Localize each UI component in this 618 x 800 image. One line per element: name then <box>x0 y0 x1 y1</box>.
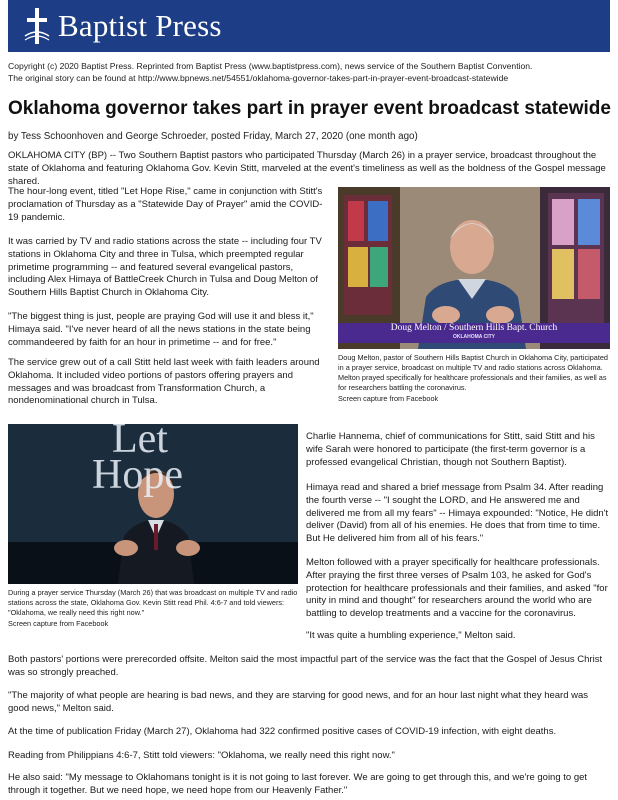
photo-credit: Screen capture from Facebook <box>338 394 439 403</box>
paragraph: At the time of publication Friday (March 27), Oklahoma had 322 confirmed positive cases of COVID-19 infection, with eight deaths. <box>8 726 557 737</box>
paragraph: Both pastors' portions were prerecorded offsite. Melton said the most impactful part of the service was the fact that the Gospel of Jesus Christ was so strongly preached. <box>8 654 603 678</box>
article-headline: Oklahoma governor takes part in prayer event broadcast statewide <box>8 98 611 119</box>
backdrop-text-let: Let <box>112 424 168 462</box>
paragraph: Himaya read and shared a brief message from Psalm 34. After reading the fourth verse -- "I sought the LORD, and He answered me and delivered me from all my fears" -- Himaya expounded: "Notice, He didn't deliver (David) from all of his enemies. He does that from time to time. But He delivered him from all of his fears." <box>306 482 609 545</box>
backdrop-text-hope: Hope <box>92 452 183 498</box>
copyright-line: Copyright (c) 2020 Baptist Press. Reprinted from Baptist Press (www.baptistpress.com), news service of the Southern Baptist Convention. <box>8 61 533 71</box>
paragraph: Reading from Philippians 4:6-7, Stitt told viewers: "Oklahoma, we really need this right now." <box>8 750 395 761</box>
paragraph: "The biggest thing is just, people are praying God will use it and bless it," Himaya said. "I've never heard of all the news stations in the state being commandeered by faith for an hour in primetime -- and for free." <box>8 311 314 348</box>
paragraph: "It was quite a humbling experience," Melton said. <box>306 630 516 641</box>
lead-paragraph: OKLAHOMA CITY (BP) -- Two Southern Baptist pastors who participated Thursday (March 26) in a prayer service, broadcast throughout the state of Oklahoma and featuring Oklahoma Gov. Kevin Stitt, marveled at the event's timeliness as well as the boldness of the Gospel message shared. <box>8 150 606 187</box>
paragraph: Melton followed with a prayer specifically for healthcare professionals. After praying the first three verses of Psalm 103, he asked for God's protection for healthcare professionals and their families, and asked "for unity in mind and thought" for researchers around the world who are battling to develop treatments and a vaccine for the coronavirus. <box>306 557 608 620</box>
caption-text: During a prayer service Thursday (March 26) that was broadcast on multiple TV and radio stations across the state, Oklahoma Gov. Kevin Stitt read Phil. 4:6-7 and told viewers: "Oklahoma, we really need this right now." <box>8 588 298 617</box>
cross-icon <box>22 6 52 46</box>
masthead-title[interactable]: Baptist Press <box>58 8 222 43</box>
photo-credit: Screen capture from Facebook <box>8 619 109 628</box>
caption-text: Doug Melton, pastor of Southern Hills Baptist Church in Oklahoma City, participated in a prayer service, broadcast on multiple TV and radio stations across Oklahoma. Melton prayed specifically for healthcare professionals and their families, as well as for researchers battling the coronavirus. <box>338 353 608 392</box>
lower-third <box>338 323 610 343</box>
source-link-line[interactable]: The original story can be found at http://www.bpnews.net/54551/oklahoma-governor-takes-part-in-prayer-event-broadcast-statewide <box>8 73 509 83</box>
lower-third-name: Doug Melton / Southern Hills Bapt. Church <box>390 323 558 333</box>
figure2-caption <box>8 588 304 629</box>
paragraph: The service grew out of a call Stitt held last week with faith leaders around Oklahoma. It included video portions of pastors offering prayers and messages and was broadcast from Transformation Church, a nondenominational church in Tulsa. <box>8 357 320 407</box>
melton-video-frame <box>338 187 610 349</box>
article-byline: by Tess Schoonhoven and George Schroeder, posted Friday, March 27, 2020 (one month ago) <box>8 131 418 142</box>
paragraph: The hour-long event, titled "Let Hope Rise," came in conjunction with Stitt's proclamation of Thursday as a "Statewide Day of Prayer" amid the COVID-19 pandemic. <box>8 186 323 223</box>
paragraph: "The majority of what people are hearing is bad news, and they are starving for good news, and for an hour last night what they heard was good news," Melton said. <box>8 690 589 714</box>
paragraph: He also said: "My message to Oklahomans tonight is it is not going to last forever. We are going to get through this, and we're going to get through it together. But we need hope, we need hope from our Heavenly Father." <box>8 772 588 796</box>
copyright-notice <box>8 60 610 84</box>
figure1-caption <box>338 353 610 404</box>
paragraph: It was carried by TV and radio stations across the state -- including four TV stations in Oklahoma City and three in Tulsa, which preempted regular primetime programming -- and featured several evangelical pastors, including Alex Himaya of BattleCreek Church in Tulsa and Doug Melton of Southern Hills Baptist Church in Oklahoma City. <box>8 236 322 299</box>
masthead <box>8 0 610 52</box>
stitt-video-frame <box>8 424 298 584</box>
lower-third-location: OKLAHOMA CITY <box>452 334 496 340</box>
paragraph: Charlie Hannema, chief of communications for Stitt, said Stitt and his wife Sarah were honored to participate (the first-term governor is a professed evangelical Christian, though not Southern Baptist). <box>306 431 595 468</box>
